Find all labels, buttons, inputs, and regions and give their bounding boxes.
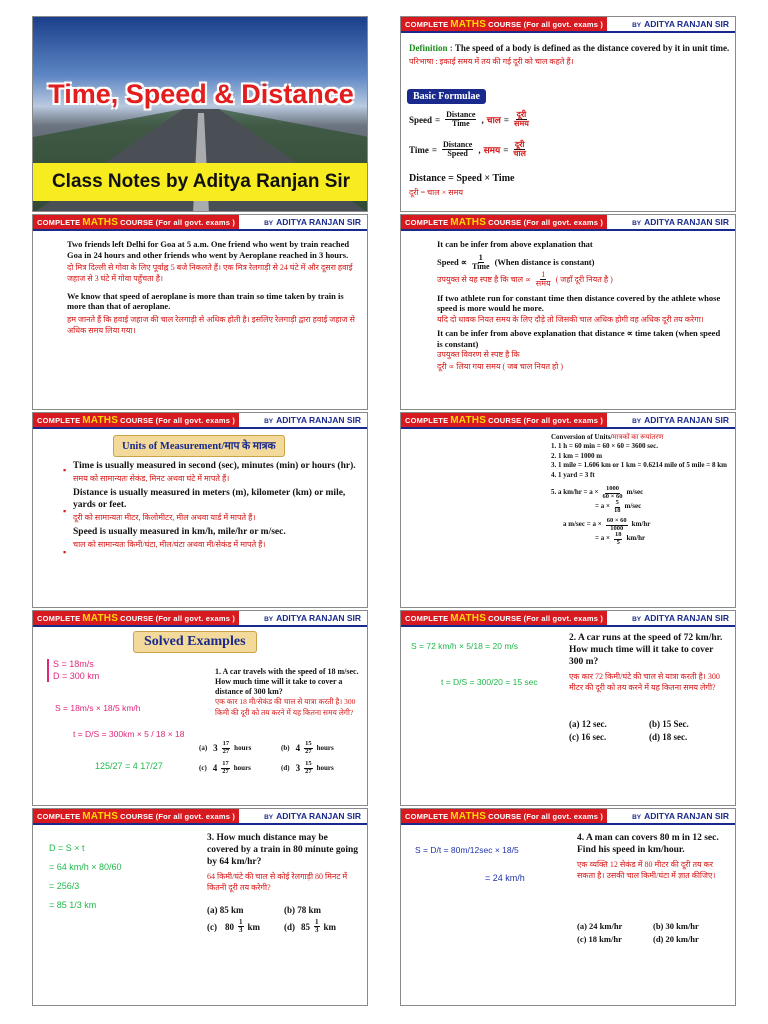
author-name: ADITYA RANJAN SIR [276, 613, 361, 623]
conversion-slide: COMPLETE MATHS COURSE (For all govt. exams ) BY ADITYA RANJAN SIR Conversion of Units/मात्रकों का रूपांतरण 1. 1 h = 60 min = 60 × 60 = 3600 sec. 2. 1 km = 1000 m 3. 1 mile = 1.606 km or 1 km = 0.6214 mile of 5 mile = 8 km 4. 1 yard = 3 ft 5. a km/hr = a × $\frac{1000}{60 \times 60}$ m/sec = a × $\frac{5}{18}$ m/sec a m/sec = a × $\frac{60 \times 60}{1000}$ km/hr = a × $\frac{18}{5}$ km/hr [400, 412, 736, 608]
unit-item: Speed is usually measured in km/h, mile/hr or m/sec. चाल को सामान्यतः किमी/घंटा, मील/घंटा अथवा मी/सेकंड में मापते हैं। [73, 527, 286, 549]
cover-subtitle-band [33, 163, 368, 201]
definition-label: Definition : [409, 43, 453, 53]
distance-formula-hindi: दूरी = चाल × समय [409, 188, 464, 197]
question-3-options [207, 905, 361, 934]
handwritten-time: t = D/S = 300km × 5 / 18 × 18 [73, 729, 185, 739]
speed-formula: Speed = $\frac{\text{Distance}}{\text{Time}}$ , चाल = $\frac{\text{दूरी}}{\text{समय}}$ [409, 110, 529, 128]
infer-line-2: It can be infer from above explanation that distance ∝ time taken (when speed is constant) [437, 328, 721, 349]
slide-header: COMPLETE MATHS COURSE (For all govt. exams ) BY ADITYA RANJAN SIR [33, 413, 367, 429]
cover-title: Time, Speed & Distance [48, 79, 354, 109]
question-1-hindi: एक कार 18 मी/सेकंड की चाल से यात्रा करती है। 300 किमी की दूरी को तय करने में यह कितना समय लेगी? [215, 697, 356, 717]
question-2-options [569, 719, 729, 742]
handwritten-answer: = 24 km/h [485, 873, 525, 883]
speed-proportional: Speed ∝ $\frac{1}{\text{Time}}$ (When distance is constant) [437, 252, 595, 271]
maths-logo: MATHS [450, 216, 487, 228]
question-2-hindi: एक कार 72 किमी/घंटे की चाल से यात्रा करती है। 300 मीटर की दूरी को तय करने में यह कितना समय लेगी? [569, 671, 720, 692]
basic-formulae-badge: Basic Formulae [407, 89, 486, 104]
question-4-options [577, 921, 729, 944]
cover-slide [32, 16, 368, 212]
author-name: ADITYA RANJAN SIR [644, 613, 729, 623]
slide-header: COMPLETE MATHS COURSE (For all govt. exams ) BY ADITYA RANJAN SIR [401, 215, 735, 231]
handwritten-speed: S = D/t = 80m/12sec × 18/5 [415, 845, 519, 855]
infer-line-2-hindi-a: उपयुक्त विवरण से स्पष्ट है कि [437, 350, 520, 360]
option-a[interactable]: (a) 12 sec. [569, 719, 607, 729]
handwritten-speed: S = 72 km/h × 5/18 = 20 m/s [411, 641, 519, 651]
solved-example-1-slide [32, 610, 368, 806]
friends-para-1: Two friends left Delhi for Goa at 5 a.m. One friend who went by train reached Goa in 24 hours and other friends who went by Aeroplane reached in 3 hours. [67, 239, 350, 260]
question-2-slide [400, 610, 736, 806]
conversion-item: 3. 1 mile = 1.606 km or 1 km = 0.6214 mile of 5 mile = 8 km [551, 461, 727, 470]
maths-logo: MATHS [450, 810, 487, 822]
athlete-text-hindi: यदि दो धावक नियत समय के लिए दौड़े तो जिसकी चाल अधिक होगी वह अधिक दूरी तय करेगा। [437, 314, 704, 324]
conversion-title: Conversion of Units/मात्रकों का रूपांतरण [551, 433, 664, 441]
maths-logo: MATHS [82, 216, 119, 228]
question-3: 3. How much distance may be covered by a train in 80 minute going by 64 km/hr? [207, 833, 359, 867]
option-d[interactable]: (d) 85 $\frac{1}{3}$ km [284, 918, 337, 934]
slide-header: COMPLETE MATHS COURSE (For all govt. exams ) BY ADITYA RANJAN SIR [401, 17, 735, 33]
handwritten-solution: D = S × t = 64 km/h × 80/60 = 256/3 = 85 1/3 km [49, 843, 122, 910]
option-b[interactable]: (b) 15 Sec. [649, 719, 689, 729]
conversion-item-5: 5. a km/hr = a × $\frac{1000}{60 \times 60}$ m/sec [551, 485, 644, 500]
question-3-slide [32, 808, 368, 1006]
friends-slide [32, 214, 368, 410]
maths-logo: MATHS [450, 414, 487, 426]
friends-para-1-hindi: दो मित्र दिल्ली से गोवा के लिए पूर्वाह्न 5 बजे निकलते हैं। एक मित्र रेलगाड़ी से 24 घंटे में और दूसरा हवाई जहाज से 3 घंटे में गोवा पहुँचता है। [67, 263, 353, 284]
option-d[interactable]: (d) 18 sec. [649, 732, 688, 742]
author-name: ADITYA RANJAN SIR [276, 811, 361, 821]
handwritten-time: t = D/S = 300/20 = 15 sec [441, 677, 538, 687]
speed-proportional-hindi: उपयुक्त से यह स्पष्ट है कि चाल ∝ $\frac{1}{\text{समय}}$ ( जहाँ दूरी नियत है ) [437, 269, 613, 288]
units-title: Units of Measurement/माप के मात्रक [113, 435, 285, 457]
slide-header: COMPLETE MATHS COURSE (For all govt. exams ) BY ADITYA RANJAN SIR [33, 215, 367, 231]
option-a[interactable]: (a) 85 km [207, 905, 244, 915]
option-c[interactable]: (c) 18 km/hr [577, 934, 622, 944]
option-d[interactable]: (d) 20 km/hr [653, 934, 699, 944]
time-formula: Time = $\frac{\text{Distance}}{\text{Speed}}$ , समय = $\frac{\text{दूरी}}{\text{चाल}}$ [409, 140, 526, 158]
question-1: 1. A car travels with the speed of 18 m/sec. How much time will it take to cover a distance of 300 km? [215, 667, 359, 696]
friends-para-2-hindi: हम जानते हैं कि हवाई जहाज की चाल रेलगाड़ी से अधिक होती है। इसलिए रेलगाड़ी द्वारा हवाई जहाज से अधिक समय लिया गया। [67, 314, 355, 336]
maths-logo: MATHS [450, 18, 487, 30]
author-name: ADITYA RANJAN SIR [644, 415, 729, 425]
option-a[interactable]: (a) 24 km/hr [577, 921, 623, 931]
option-b[interactable]: (b) 4 $\frac{15}{27}$ hours [281, 740, 334, 755]
author-name: ADITYA RANJAN SIR [644, 811, 729, 821]
question-2: 2. A car runs at the speed of 72 km/hr. How much time will it take to cover 300 m? [569, 633, 723, 667]
athlete-text: If two athlete run for constant time then distance covered by the athlete whose speed is more would he more. [437, 292, 721, 314]
maths-logo: MATHS [450, 612, 487, 624]
slide-header: COMPLETE MATHS COURSE (For all govt. exams ) BY ADITYA RANJAN SIR [33, 611, 367, 627]
author-name: ADITYA RANJAN SIR [644, 217, 729, 227]
unit-item: Distance is usually measured in meters (m), kilometer (km) or mile, yards or feet. दूरी को सामान्यतः मीटर, किलोमीटर, मील अथवा यार्ड में मापते हैं। [73, 488, 346, 522]
question-3-hindi: 64 किमी/घंटे की चाल से कोई रेलगाड़ी 80 मिनट में कितनी दूरी तय करेगी? [207, 871, 348, 892]
solved-examples-title: Solved Examples [133, 631, 257, 653]
question-4: 4. A man can covers 80 m in 12 sec. Find his speed in km/hour. [577, 833, 719, 855]
infer-line-2-hindi-b: दूरी ∝ लिया गया समय ( जब चाल नियत हो ) [437, 361, 564, 371]
option-b[interactable]: (b) 78 km [284, 905, 322, 915]
handwritten-conversion: S = 18m/s × 18/5 km/h [55, 703, 141, 713]
maths-logo: MATHS [82, 612, 119, 624]
conversion-item: 2. 1 km = 1000 m [551, 451, 603, 460]
infer-slide [400, 214, 736, 410]
conversion-item: 1. 1 h = 60 min = 60 × 60 = 3600 sec. [551, 442, 658, 451]
author-name: ADITYA RANJAN SIR [276, 415, 361, 425]
definition-hindi: परिभाषा : इकाई समय में तय की गई दूरी को चाल कहते हैं। [409, 57, 574, 67]
slide-header: COMPLETE MATHS COURSE (For all govt. exams ) BY ADITYA RANJAN SIR [401, 413, 735, 429]
author-name: ADITYA RANJAN SIR [644, 19, 729, 29]
slide-header: COMPLETE MATHS COURSE (For all govt. exams ) BY ADITYA RANJAN SIR [33, 809, 367, 825]
question-4-slide [400, 808, 736, 1006]
slide-header: COMPLETE MATHS COURSE (For all govt. exams ) BY ADITYA RANJAN SIR [401, 611, 735, 627]
cover-subtitle: Class Notes by Aditya Ranjan Sir [51, 171, 351, 192]
conversion-item: 4. 1 yard = 3 ft [551, 470, 595, 479]
handwritten-given: S = 18m/s D = 300 km [47, 659, 99, 682]
friends-para-2: We know that speed of aeroplane is more than train so time taken by train is more than that of aeroplane. [67, 290, 344, 312]
option-c[interactable]: (c) 16 sec. [569, 732, 607, 742]
maths-logo: MATHS [82, 414, 119, 426]
question-4-hindi: एक व्यक्ति 12 सेकंड में 80 मीटर की दूरी तय कर सकता है। उसकी चाल किमी/घंटा में ज्ञात कीजिए। [577, 859, 716, 880]
option-c[interactable]: (c) 80 $\frac{1}{3}$ km [207, 918, 261, 934]
option-a[interactable]: (a) 3 $\frac{17}{27}$ hours [199, 740, 252, 755]
definition-text: The speed of a body is defined as the distance covered by it in unit time. [454, 43, 730, 53]
slide-header: COMPLETE MATHS COURSE (For all govt. exams ) BY ADITYA RANJAN SIR [401, 809, 735, 825]
definition-slide [400, 16, 736, 212]
option-c[interactable]: (c) 4 $\frac{17}{27}$ hours [199, 760, 251, 775]
question-1-options [199, 741, 363, 775]
author-name: ADITYA RANJAN SIR [276, 217, 361, 227]
infer-line-1: It can be infer from above explanation that [437, 239, 593, 249]
distance-formula: Distance = Speed × Time [409, 173, 515, 184]
maths-logo: MATHS [82, 810, 119, 822]
handwritten-answer: 125/27 = 4 17/27 [95, 761, 163, 771]
unit-item: Time is usually measured in second (sec), minutes (min) or hours (hr). समय को सामान्यतः सेकंड, मिनट अथवा घंटे में मापते हैं। [73, 461, 356, 483]
option-b[interactable]: (b) 30 km/hr [653, 921, 699, 931]
option-d[interactable]: (d) 3 $\frac{15}{27}$ hours [281, 760, 334, 775]
units-slide: COMPLETE MATHS COURSE (For all govt. exams ) BY ADITYA RANJAN SIR Units of Measurement/माप के मात्रक Time is usually measured in second (sec), minutes (min) or hours (hr). समय को सामान्यतः सेकंड, मिनट अथवा घंटे में मापते हैं। Distance is usually measured in meters (m), kilometer (km) or mile, yards or feet. दूरी को सामान्यतः मीटर, किलोमीटर, मील अथवा यार्ड में मापते हैं। Speed is usually measured in km/h, mile/hr or m/sec. चाल को सामान्यतः किमी/घंटा, मील/घंटा अथवा मी/सेकंड में मापते हैं। ▪ ▪ ▪ [32, 412, 368, 608]
